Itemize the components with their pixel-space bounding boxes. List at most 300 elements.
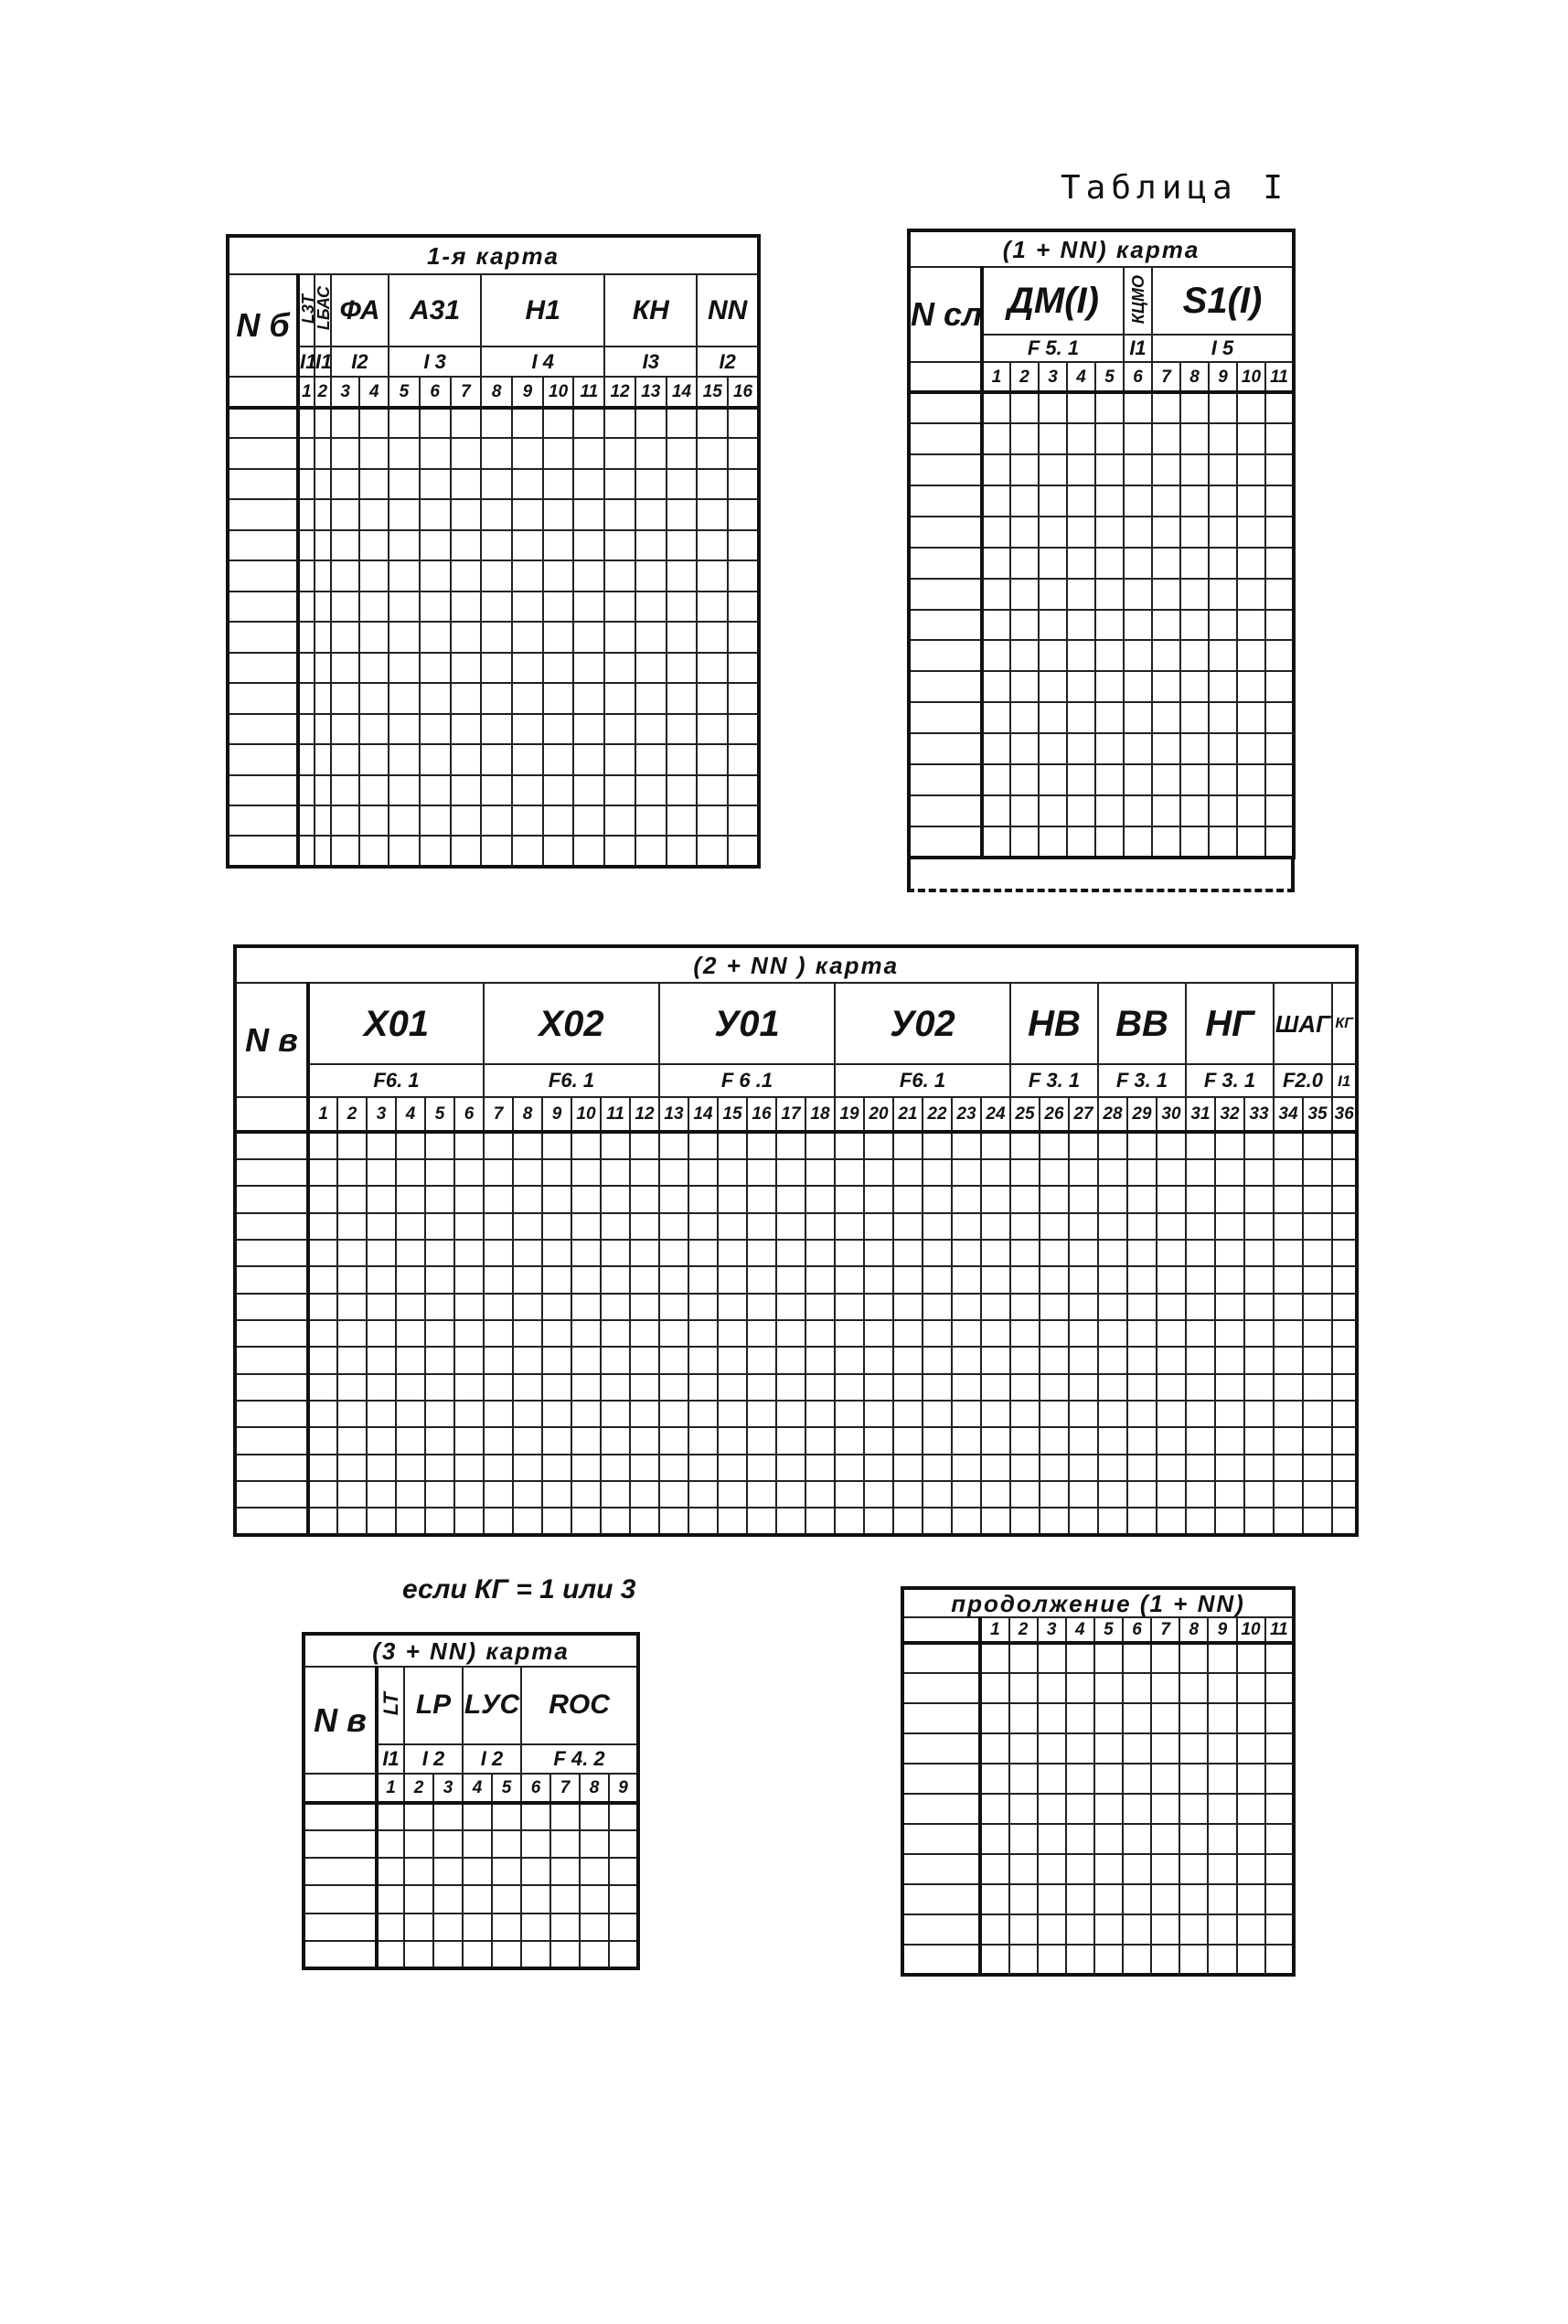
blank-entry-cell (298, 438, 315, 468)
blank-entry-cell (571, 1374, 601, 1401)
blank-entry-cell (396, 1481, 425, 1508)
column-number: 18 (805, 1097, 835, 1132)
blank-entry-cell (1069, 1481, 1098, 1508)
blank-entry-cell (1094, 1824, 1123, 1854)
blank-entry-cell (835, 1508, 864, 1535)
blank-entry-cell (630, 1455, 659, 1481)
blank-entry-cell (776, 1374, 805, 1401)
blank-entry-cell (331, 775, 360, 805)
blank-entry-cell (1127, 1401, 1157, 1427)
blank-entry-cell (659, 1508, 688, 1535)
blank-entry-cell (805, 1508, 835, 1535)
field-ng: НГ (1186, 983, 1274, 1064)
blank-entry-cell (776, 1455, 805, 1481)
blank-entry-cell (1123, 1703, 1151, 1733)
blank-entry-cell (396, 1266, 425, 1293)
blank-entry-cell (512, 744, 543, 774)
blank-entry-cell (952, 1132, 981, 1158)
blank-entry-cell (982, 485, 1010, 517)
blank-entry-cell (331, 592, 360, 622)
blank-entry-cell (512, 805, 543, 836)
blank-entry-cell (396, 1132, 425, 1158)
blank-entry-cell (404, 1914, 433, 1941)
blank-entry-cell (864, 1347, 893, 1373)
blank-entry-cell (697, 714, 728, 744)
blank-entry-cell (463, 1941, 492, 1968)
blank-entry-cell (1208, 1824, 1236, 1854)
blank-entry-cell (1095, 764, 1124, 795)
blank-entry-cell (454, 1401, 484, 1427)
blank-entry-cell (451, 744, 482, 774)
blank-entry-cell (228, 653, 298, 683)
blank-entry-cell (697, 622, 728, 652)
blank-entry-cell (1067, 423, 1095, 454)
blank-entry-cell (718, 1294, 747, 1320)
blank-entry-cell (697, 683, 728, 713)
blank-entry-cell (923, 1132, 952, 1158)
blank-entry-cell (1151, 1794, 1179, 1824)
field-nn: NN (697, 274, 759, 346)
blank-entry-cell (667, 714, 698, 744)
blank-entry-cell (776, 1266, 805, 1293)
blank-entry-cell (228, 499, 298, 529)
blank-entry-cell (451, 408, 482, 438)
blank-entry-cell (1040, 1427, 1069, 1454)
blank-entry-cell (235, 1294, 308, 1320)
blank-entry-cell (604, 683, 635, 713)
blank-entry-row (902, 1884, 1294, 1914)
blank-entry-cell (697, 775, 728, 805)
blank-entry-cell (298, 744, 315, 774)
blank-entry-cell (1180, 485, 1209, 517)
blank-entry-cell (521, 1830, 550, 1858)
blank-entry-cell (463, 1914, 492, 1941)
blank-entry-cell (389, 438, 420, 468)
blank-entry-cell (1094, 1733, 1123, 1764)
blank-entry-cell (1179, 1643, 1208, 1673)
card-3nn-form (302, 1632, 640, 1970)
column-number: 13 (659, 1097, 688, 1132)
page-title: Таблица I (1061, 169, 1289, 207)
blank-entry-cell (630, 1427, 659, 1454)
blank-entry-row (902, 1673, 1294, 1703)
blank-entry-cell (1095, 640, 1124, 671)
blank-entry-cell (337, 1266, 367, 1293)
blank-entry-cell (893, 1508, 923, 1535)
blank-entry-cell (389, 499, 420, 529)
blank-entry-cell (601, 1401, 630, 1427)
blank-entry-cell (1186, 1186, 1215, 1212)
field-y02: У02 (835, 983, 1010, 1064)
blank-entry-cell (420, 560, 451, 591)
blank-entry-row (228, 805, 759, 836)
blank-entry-cell (835, 1481, 864, 1508)
blank-entry-row (909, 485, 1294, 517)
blank-entry-cell (805, 1320, 835, 1347)
blank-entry-cell (451, 560, 482, 591)
blank-entry-cell (923, 1508, 952, 1535)
blank-entry-cell (543, 805, 574, 836)
blank-entry-cell (337, 1186, 367, 1212)
blank-entry-cell (1237, 1884, 1265, 1914)
blank-entry-cell (1332, 1401, 1357, 1427)
blank-entry-cell (1215, 1427, 1244, 1454)
format-cell: I 5 (1152, 335, 1294, 362)
blank-entry-cell (484, 1320, 513, 1347)
blank-entry-row (902, 1703, 1294, 1733)
blank-entry-cell (1009, 1733, 1038, 1764)
blank-entry-cell (359, 805, 389, 836)
blank-entry-cell (1157, 1294, 1186, 1320)
blank-entry-cell (747, 1347, 776, 1373)
blank-entry-cell (1095, 454, 1124, 485)
blank-entry-cell (1303, 1320, 1332, 1347)
field-dm: ДМ(I) (982, 267, 1124, 335)
blank-entry-cell (513, 1427, 542, 1454)
blank-entry-cell (542, 1401, 571, 1427)
blank-entry-cell (389, 775, 420, 805)
blank-entry-cell (454, 1374, 484, 1401)
blank-entry-cell (1237, 610, 1265, 641)
blank-entry-cell (1039, 423, 1067, 454)
blank-entry-cell (580, 1803, 609, 1830)
blank-entry-cell (1303, 1401, 1332, 1427)
blank-entry-cell (718, 1374, 747, 1401)
blank-entry-cell (923, 1427, 952, 1454)
blank-entry-cell (1244, 1347, 1274, 1373)
blank-entry-cell (1124, 548, 1152, 579)
blank-entry-cell (484, 1266, 513, 1293)
blank-entry-cell (609, 1830, 638, 1858)
blank-entry-cell (1180, 795, 1209, 826)
blank-entry-cell (697, 560, 728, 591)
blank-entry-cell (1095, 579, 1124, 610)
blank-entry-cell (1039, 826, 1067, 858)
blank-entry-cell (747, 1213, 776, 1240)
blank-entry-cell (604, 499, 635, 529)
column-number: 11 (1265, 1617, 1294, 1643)
blank-entry-cell (481, 408, 512, 438)
blank-entry-cell (308, 1294, 337, 1320)
blank-entry-cell (864, 1508, 893, 1535)
blank-entry-cell (1179, 1824, 1208, 1854)
blank-entry-cell (367, 1213, 396, 1240)
blank-entry-cell (1186, 1266, 1215, 1293)
blank-entry-cell (1040, 1320, 1069, 1347)
blank-entry-cell (1069, 1401, 1098, 1427)
blank-entry-cell (1274, 1186, 1303, 1212)
blank-entry-cell (451, 805, 482, 836)
blank-entry-cell (425, 1481, 454, 1508)
format-cell: I 2 (404, 1744, 463, 1774)
blank-entry-cell (1038, 1764, 1066, 1794)
blank-entry-cell (1209, 826, 1237, 858)
blank-entry-cell (952, 1266, 981, 1293)
blank-entry-cell (1303, 1159, 1332, 1186)
blank-entry-cell (542, 1455, 571, 1481)
blank-entry-cell (1265, 454, 1294, 485)
blank-entry-cell (331, 530, 360, 560)
blank-entry-cell (481, 499, 512, 529)
blank-entry-cell (1244, 1240, 1274, 1266)
blank-entry-cell (573, 530, 604, 560)
blank-entry-cell (1009, 1914, 1038, 1945)
blank-entry-cell (1098, 1347, 1127, 1373)
blank-entry-cell (1151, 1914, 1179, 1945)
blank-entry-cell (543, 408, 574, 438)
blank-entry-cell (688, 1508, 718, 1535)
blank-entry-cell (1186, 1213, 1215, 1240)
blank-entry-cell (1186, 1347, 1215, 1373)
blank-entry-cell (776, 1159, 805, 1186)
blank-entry-cell (543, 775, 574, 805)
blank-entry-cell (1274, 1347, 1303, 1373)
column-number: 7 (484, 1097, 513, 1132)
format-cell: I2 (331, 346, 389, 377)
blank-entry-cell (1215, 1401, 1244, 1427)
blank-entry-cell (604, 622, 635, 652)
format-cell: F 6 .1 (659, 1064, 835, 1097)
blank-entry-cell (359, 714, 389, 744)
blank-entry-cell (1152, 702, 1180, 733)
blank-entry-cell (1039, 517, 1067, 548)
blank-entry-cell (1237, 795, 1265, 826)
blank-entry-cell (1265, 671, 1294, 702)
blank-entry-cell (228, 836, 298, 867)
blank-entry-cell (864, 1481, 893, 1508)
blank-entry-cell (359, 438, 389, 468)
blank-entry-cell (667, 836, 698, 867)
blank-entry-cell (367, 1320, 396, 1347)
blank-entry-cell (1010, 1159, 1040, 1186)
blank-entry-cell (1067, 702, 1095, 733)
blank-entry-cell (659, 1455, 688, 1481)
blank-entry-cell (923, 1401, 952, 1427)
blank-entry-cell (512, 622, 543, 652)
blank-entry-cell (542, 1266, 571, 1293)
blank-entry-cell (425, 1213, 454, 1240)
blank-entry-cell (337, 1401, 367, 1427)
blank-entry-cell (481, 592, 512, 622)
blank-entry-cell (1237, 485, 1265, 517)
blank-entry-cell (952, 1159, 981, 1186)
blank-entry-row (304, 1858, 638, 1885)
blank-entry-cell (718, 1508, 747, 1535)
blank-entry-cell (1040, 1132, 1069, 1158)
blank-entry-cell (1152, 764, 1180, 795)
blank-entry-cell (298, 653, 315, 683)
blank-entry-cell (909, 671, 982, 702)
blank-entry-cell (573, 438, 604, 468)
blank-entry-cell (923, 1455, 952, 1481)
blank-entry-cell (659, 1132, 688, 1158)
blank-entry-cell (776, 1427, 805, 1454)
blank-entry-cell (1209, 764, 1237, 795)
card-2nn-form (233, 944, 1359, 1537)
blank-entry-cell (1066, 1794, 1094, 1824)
blank-entry-cell (543, 683, 574, 713)
blank-entry-cell (315, 560, 331, 591)
blank-entry-cell (635, 469, 667, 499)
blank-entry-cell (492, 1941, 521, 1968)
blank-entry-cell (367, 1481, 396, 1508)
blank-entry-cell (512, 530, 543, 560)
blank-entry-cell (543, 622, 574, 652)
blank-entry-cell (1215, 1508, 1244, 1535)
format-cell: I1 (1124, 335, 1152, 362)
blank-entry-cell (1157, 1240, 1186, 1266)
field-x01: Х01 (308, 983, 484, 1064)
blank-entry-cell (1010, 1455, 1040, 1481)
blank-entry-cell (1009, 1703, 1038, 1733)
blank-entry-cell (747, 1374, 776, 1401)
blank-entry-cell (981, 1213, 1010, 1240)
blank-entry-cell (396, 1347, 425, 1373)
blank-entry-cell (420, 805, 451, 836)
blank-entry-cell (805, 1401, 835, 1427)
column-number: 6 (454, 1097, 484, 1132)
blank-entry-cell (1069, 1347, 1098, 1373)
blank-entry-cell (359, 408, 389, 438)
blank-entry-cell (573, 653, 604, 683)
blank-entry-row (235, 1213, 1357, 1240)
blank-entry-cell (635, 683, 667, 713)
blank-entry-cell (298, 714, 315, 744)
blank-entry-cell (1274, 1455, 1303, 1481)
blank-entry-cell (543, 714, 574, 744)
blank-entry-cell (1186, 1374, 1215, 1401)
format-cell: F 5. 1 (982, 335, 1124, 362)
blank-entry-cell (1066, 1673, 1094, 1703)
format-cell: I1 (1332, 1064, 1357, 1097)
blank-entry-cell (1157, 1455, 1186, 1481)
blank-entry-row (304, 1885, 638, 1913)
blank-entry-cell (1152, 423, 1180, 454)
blank-entry-cell (573, 805, 604, 836)
blank-entry-cell (367, 1186, 396, 1212)
blank-entry-cell (604, 714, 635, 744)
blank-entry-cell (1151, 1854, 1179, 1884)
blank-entry-cell (601, 1481, 630, 1508)
blank-entry-cell (1095, 733, 1124, 764)
blank-entry-cell (604, 530, 635, 560)
blank-entry-row (909, 610, 1294, 641)
blank-entry-cell (1094, 1703, 1123, 1733)
blank-entry-cell (571, 1266, 601, 1293)
blank-entry-cell (1244, 1455, 1274, 1481)
blank-entry-cell (1009, 1854, 1038, 1884)
blank-entry-cell (667, 592, 698, 622)
blank-entry-cell (298, 499, 315, 529)
field-kg: КГ (1332, 983, 1357, 1064)
blank-entry-cell (1157, 1266, 1186, 1293)
blank-entry-cell (1010, 764, 1039, 795)
blank-entry-cell (359, 653, 389, 683)
blank-entry-cell (805, 1132, 835, 1158)
column-number: 6 (1124, 362, 1152, 392)
blank-entry-cell (367, 1455, 396, 1481)
blank-entry-cell (404, 1885, 433, 1913)
blank-entry-cell (1157, 1347, 1186, 1373)
blank-entry-cell (1010, 1481, 1040, 1508)
blank-entry-cell (1010, 392, 1039, 423)
blank-entry-cell (1040, 1294, 1069, 1320)
blank-entry-cell (635, 592, 667, 622)
blank-entry-cell (659, 1213, 688, 1240)
blank-entry-cell (420, 469, 451, 499)
blank-entry-cell (420, 775, 451, 805)
blank-entry-row (902, 1643, 1294, 1673)
blank-entry-cell (298, 560, 315, 591)
blank-entry-cell (543, 469, 574, 499)
blank-entry-cell (1186, 1132, 1215, 1158)
blank-entry-cell (513, 1186, 542, 1212)
blank-entry-cell (1265, 1824, 1294, 1854)
blank-entry-cell (902, 1884, 980, 1914)
blank-entry-cell (1127, 1481, 1157, 1508)
blank-entry-cell (1215, 1455, 1244, 1481)
column-number: 8 (513, 1097, 542, 1132)
blank-entry-cell (1098, 1213, 1127, 1240)
blank-entry-cell (512, 560, 543, 591)
blank-entry-cell (1069, 1213, 1098, 1240)
blank-entry-cell (667, 744, 698, 774)
blank-entry-cell (982, 423, 1010, 454)
blank-entry-cell (484, 1213, 513, 1240)
blank-entry-cell (1123, 1914, 1151, 1945)
blank-entry-cell (667, 805, 698, 836)
blank-entry-cell (573, 560, 604, 591)
field-nv: НВ (1010, 983, 1098, 1064)
blank-entry-cell (484, 1401, 513, 1427)
blank-entry-cell (571, 1294, 601, 1320)
blank-entry-cell (1274, 1294, 1303, 1320)
blank-entry-cell (1098, 1266, 1127, 1293)
blank-entry-cell (425, 1159, 454, 1186)
blank-entry-cell (667, 622, 698, 652)
blank-entry-cell (659, 1240, 688, 1266)
blank-entry-cell (1095, 826, 1124, 858)
blank-entry-cell (396, 1294, 425, 1320)
blank-entry-cell (659, 1186, 688, 1212)
blank-entry-cell (377, 1830, 404, 1858)
blank-entry-cell (923, 1481, 952, 1508)
blank-entry-cell (1124, 733, 1152, 764)
column-number: 9 (542, 1097, 571, 1132)
blank-entry-cell (235, 1347, 308, 1373)
blank-entry-cell (542, 1427, 571, 1454)
blank-entry-cell (909, 548, 982, 579)
column-number: 36 (1332, 1097, 1357, 1132)
blank-entry-cell (1180, 548, 1209, 579)
field-lt: LT (379, 1691, 402, 1716)
blank-entry-cell (1069, 1320, 1098, 1347)
column-number: 14 (667, 377, 698, 407)
blank-entry-cell (1208, 1945, 1236, 1975)
format-cell: F2.0 (1274, 1064, 1332, 1097)
blank-entry-cell (1180, 702, 1209, 733)
blank-entry-cell (982, 579, 1010, 610)
blank-entry-cell (580, 1941, 609, 1968)
blank-entry-cell (308, 1213, 337, 1240)
blank-entry-cell (304, 1830, 377, 1858)
blank-entry-cell (635, 805, 667, 836)
blank-entry-cell (718, 1213, 747, 1240)
blank-entry-cell (1303, 1347, 1332, 1373)
blank-entry-cell (331, 653, 360, 683)
blank-entry-cell (1237, 1914, 1265, 1945)
blank-entry-cell (337, 1240, 367, 1266)
